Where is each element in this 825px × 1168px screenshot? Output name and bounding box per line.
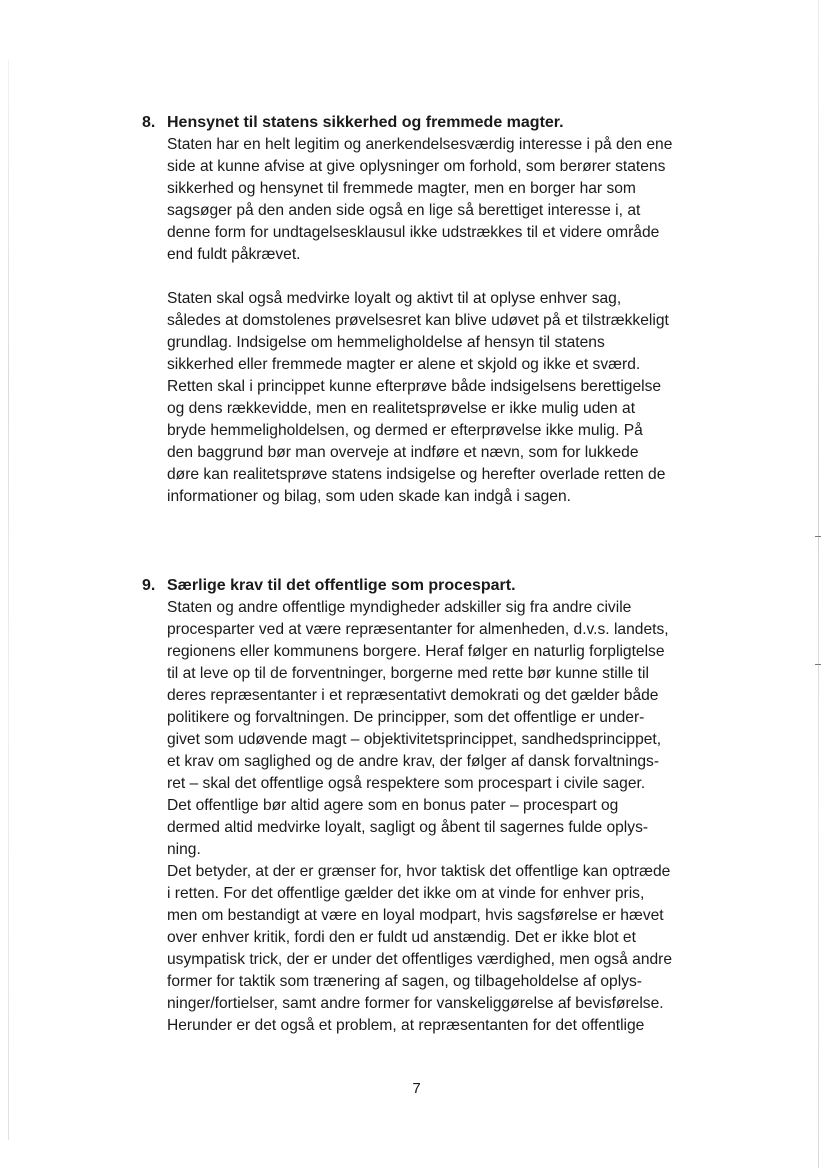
text-line: bryde hemmeligholdelsen, og dermed er efterprøvelse ikke mulig. På — [167, 422, 643, 439]
text-line: givet som udøvende magt – objektivitetsprincippet, sandhedsprincippet, — [167, 731, 662, 748]
text-line: side at kunne afvise at give oplysninger om forhold, som berører statens — [167, 158, 666, 175]
text-line: sikkerhed eller fremmede magter er alene et skjold og ikke et sværd. — [167, 356, 641, 373]
text-line: ninger/fortielser, samt andre former for vanskeliggørelse af bevisførelse. — [167, 995, 664, 1012]
text-line: ret – skal det offentlige også respektere som procespart i civile sager. — [167, 775, 646, 792]
text-line: over enhver kritik, fordi den er fuldt ud anstændig. Det er ikke blot et — [167, 929, 636, 946]
section-number: 9. — [142, 577, 156, 594]
text-line: i retten. For det offentlige gælder det ikke om at vinde for enhver pris, — [167, 885, 645, 902]
text-line: sagsøger på den anden side også en lige så berettiget interesse i, at — [167, 202, 641, 219]
text-line: Staten og andre offentlige myndigheder adskiller sig fra andre civile — [167, 599, 632, 616]
text-line: informationer og bilag, som uden skade kan indgå i sagen. — [167, 488, 571, 505]
text-line: den baggrund bør man overveje at indføre et nævn, som for lukkede — [167, 444, 639, 461]
section-heading — [142, 112, 712, 134]
paragraph — [167, 134, 712, 266]
text-line: et krav om saglighed og de andre krav, der følger af dansk forvaltnings- — [167, 753, 660, 770]
section-heading — [142, 575, 712, 597]
scan-mark — [815, 664, 821, 665]
paragraph — [167, 861, 712, 1037]
section-9 — [142, 575, 712, 1037]
section-body — [167, 134, 712, 508]
text-line: former for taktik som trænering af sagen, og tilbageholdelse af oplys- — [167, 973, 642, 990]
section-8 — [142, 112, 712, 508]
page-number: 7 — [412, 1080, 421, 1097]
text-line: til at leve op til de forventninger, borgerne med rette bør kunne stille til — [167, 665, 649, 682]
section-number: 8. — [142, 114, 156, 131]
paragraph — [167, 597, 712, 861]
text-line: Staten har en helt legitim og anerkendelsesværdig interesse i på den ene — [167, 136, 673, 153]
text-line: Det offentlige bør altid agere som en bonus pater – procespart og — [167, 797, 619, 814]
text-line: Det betyder, at der er grænser for, hvor taktisk det offentlige kan optræde — [167, 863, 671, 880]
text-line: politikere og forvaltningen. De principper, som det offentlige er under- — [167, 709, 645, 726]
text-line: deres repræsentanter i et repræsentativt demokrati og det gælder både — [167, 687, 659, 704]
section-body — [167, 597, 712, 1037]
text-line: dermed altid medvirke loyalt, sagligt og åbent til sagernes fulde oplys- — [167, 819, 649, 836]
text-line: regionens eller kommunens borgere. Heraf følger en naturlig forpligtelse — [167, 643, 665, 660]
text-line: døre kan realitetsprøve statens indsigelse og herefter overlade retten de — [167, 466, 666, 483]
scan-edge-right — [818, 0, 819, 1168]
section-title: Hensynet til statens sikkerhed og fremmede magter. — [167, 114, 564, 131]
paragraph — [167, 288, 712, 508]
text-line: ning. — [167, 841, 201, 858]
text-line: procesparter ved at være repræsentanter for almenheden, d.v.s. landets, — [167, 621, 669, 638]
section-title: Særlige krav til det offentlige som procespart. — [167, 577, 516, 594]
text-line: sikkerhed og hensynet til fremmede magter, men en borger har som — [167, 180, 636, 197]
text-line: Herunder er det også et problem, at repræsentanten for det offentlige — [167, 1017, 645, 1034]
scan-edge-left — [8, 60, 9, 1140]
text-line: og dens rækkevidde, men en realitetsprøvelse er ikke mulig uden at — [167, 400, 636, 417]
text-line: grundlag. Indsigelse om hemmeligholdelse af hensyn til statens — [167, 334, 605, 351]
scan-mark — [815, 536, 821, 537]
text-line: Retten skal i princippet kunne efterprøve både indsigelsens berettigelse — [167, 378, 662, 395]
text-line: end fuldt påkrævet. — [167, 246, 301, 263]
text-line: Staten skal også medvirke loyalt og aktivt til at oplyse enhver sag, — [167, 290, 622, 307]
text-line: således at domstolenes prøvelsesret kan blive udøvet på et tilstrækkeligt — [167, 312, 669, 329]
text-line: men om bestandigt at være en loyal modpart, hvis sagsførelse er hævet — [167, 907, 664, 924]
text-line: denne form for undtagelsesklausul ikke udstrækkes til et videre område — [167, 224, 660, 241]
text-line: usympatisk trick, der er under det offentliges værdighed, men også andre — [167, 951, 673, 968]
